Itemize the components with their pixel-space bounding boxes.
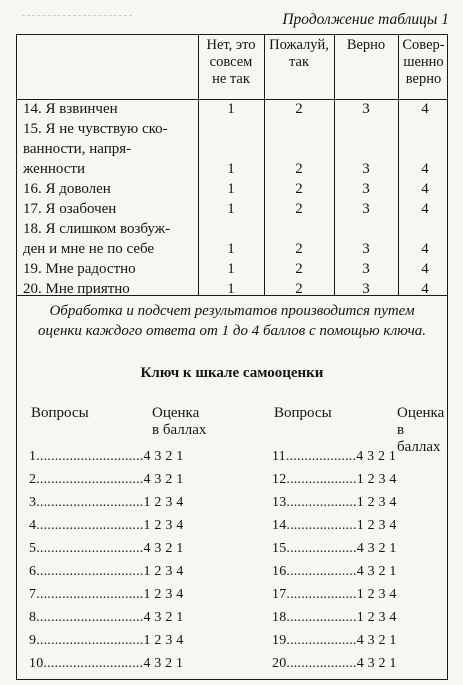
key-score: 1 2 3 4 [143, 633, 184, 648]
dot-leader: ............................ [39, 633, 144, 648]
answer-value: 3 [362, 261, 370, 277]
statement-label-continued: ванности, напря- [23, 141, 132, 157]
key-question-number: 12. [272, 472, 291, 487]
key-row [29, 633, 183, 649]
dot-leader: .................. [290, 472, 357, 487]
dot-leader: ............................ [39, 518, 144, 533]
key-question-number: 7. [29, 587, 40, 602]
key-question-number: 13. [272, 495, 291, 510]
answer-value: 1 [227, 241, 235, 257]
answer-value: 4 [421, 281, 429, 297]
key-score: 4 3 2 1 [356, 564, 397, 579]
key-score-header: Оценка в баллах [397, 405, 445, 455]
dot-leader: ............................ [39, 495, 144, 510]
key-row [272, 449, 396, 465]
key-questions-header: Вопросы [274, 405, 332, 421]
key-question-number: 17. [272, 587, 291, 602]
answer-value: 2 [295, 161, 303, 177]
key-question-number: 1. [29, 449, 40, 464]
key-row [29, 541, 183, 557]
key-score: 1 2 3 4 [356, 472, 397, 487]
key-score: 4 3 2 1 [356, 633, 397, 648]
statement-label: 18. Я слишком возбуж- [23, 221, 171, 237]
column-header-2: Пожалуй, так [269, 37, 329, 70]
dot-leader: .................. [290, 564, 357, 579]
key-title: Ключ к шкале самооценки [140, 365, 324, 381]
key-question-number: 18. [272, 610, 291, 625]
answer-value: 2 [295, 181, 303, 197]
key-question-number: 16. [272, 564, 291, 579]
answer-value: 1 [227, 161, 235, 177]
answer-value: 2 [295, 241, 303, 257]
answer-value: 3 [362, 101, 370, 117]
dot-leader: .......................... [47, 656, 144, 671]
key-score: 4 3 2 1 [143, 541, 184, 556]
key-score: 4 3 2 1 [356, 656, 397, 671]
column-header-3: Верно [346, 37, 386, 53]
key-row [272, 610, 397, 626]
answer-value: 4 [421, 181, 429, 197]
key-score-header: Оценка в баллах [152, 405, 207, 438]
scan-artifact [22, 15, 132, 22]
answer-value: 1 [227, 201, 235, 217]
key-row [29, 587, 183, 603]
key-row [272, 656, 397, 672]
key-questions-header: Вопросы [31, 405, 89, 421]
dot-leader: .................. [289, 449, 357, 464]
key-question-number: 8. [29, 610, 40, 625]
dot-leader: .................. [290, 541, 357, 556]
table-caption: Продолжение таблицы 1 [282, 11, 449, 28]
statement-label-continued: ден и мне не по себе [23, 241, 155, 257]
key-row [272, 564, 397, 580]
key-row [272, 587, 397, 603]
key-question-number: 6. [29, 564, 40, 579]
key-question-number: 9. [29, 633, 40, 648]
key-question-number: 11. [272, 449, 290, 464]
dot-leader: .................. [290, 495, 357, 510]
key-row [29, 518, 183, 534]
key-row [272, 541, 397, 557]
answer-value: 3 [362, 181, 370, 197]
key-score: 1 2 3 4 [356, 518, 397, 533]
key-score: 1 2 3 4 [356, 610, 397, 625]
key-score: 4 3 2 1 [143, 656, 184, 671]
key-score: 1 2 3 4 [356, 587, 397, 602]
key-score: 1 2 3 4 [143, 587, 184, 602]
key-score: 4 3 2 1 [356, 449, 397, 464]
answer-value: 3 [362, 201, 370, 217]
answer-value: 2 [295, 201, 303, 217]
key-row [29, 656, 183, 672]
dot-leader: ............................ [39, 472, 144, 487]
key-row [272, 518, 397, 534]
answer-value: 4 [421, 241, 429, 257]
key-row [272, 472, 397, 488]
answer-value: 4 [421, 161, 429, 177]
answer-value: 2 [295, 281, 303, 297]
key-question-number: 3. [29, 495, 40, 510]
key-question-number: 20. [272, 656, 291, 671]
dot-leader: .................. [290, 587, 357, 602]
key-question-number: 2. [29, 472, 40, 487]
answer-value: 4 [421, 261, 429, 277]
key-row [29, 449, 183, 465]
key-score: 4 3 2 1 [143, 472, 184, 487]
column-divider [334, 35, 335, 295]
key-score: 1 2 3 4 [356, 495, 397, 510]
key-score: 4 3 2 1 [143, 610, 184, 625]
dot-leader: ............................ [39, 449, 144, 464]
key-score: 1 2 3 4 [143, 518, 184, 533]
statement-label: 19. Мне радостно [23, 261, 136, 277]
answer-value: 3 [362, 161, 370, 177]
key-question-number: 19. [272, 633, 291, 648]
answer-value: 4 [421, 201, 429, 217]
statement-label: 20. Мне приятно [23, 281, 130, 297]
dot-leader: .................. [290, 633, 357, 648]
column-header-4: Совер- шенно верно [402, 37, 445, 87]
key-question-number: 4. [29, 518, 40, 533]
key-row [272, 633, 397, 649]
key-row [29, 564, 183, 580]
key-question-number: 14. [272, 518, 291, 533]
key-row [29, 610, 183, 626]
answer-value: 1 [227, 281, 235, 297]
questionnaire-table [16, 34, 448, 680]
answer-value: 3 [362, 281, 370, 297]
key-question-number: 5. [29, 541, 40, 556]
dot-leader: .................. [290, 656, 357, 671]
answer-value: 3 [362, 241, 370, 257]
answer-value: 1 [227, 261, 235, 277]
key-score: 4 3 2 1 [143, 449, 184, 464]
statement-label: 16. Я доволен [23, 181, 111, 197]
dot-leader: .................. [290, 518, 357, 533]
key-row [29, 495, 183, 511]
key-row [29, 472, 183, 488]
key-question-number: 15. [272, 541, 291, 556]
answer-value: 4 [421, 101, 429, 117]
scoring-note: Обработка и подсчет результатов производится путем оценки каждого ответа от 1 до 4 баллов с помощью ключа. [37, 303, 427, 339]
statement-label: 15. Я не чувствую ско- [23, 121, 168, 137]
key-question-number: 10. [29, 656, 48, 671]
answer-value: 2 [295, 261, 303, 277]
statement-label: 14. Я взвинчен [23, 101, 118, 117]
answer-value: 1 [227, 181, 235, 197]
dot-leader: .................. [290, 610, 357, 625]
key-row [272, 495, 397, 511]
statement-label: 17. Я озабочен [23, 201, 117, 217]
dot-leader: ............................ [39, 587, 144, 602]
answer-value: 1 [227, 101, 235, 117]
dot-leader: ............................ [39, 541, 144, 556]
column-header-1: Нет, это совсем не так [206, 37, 256, 87]
column-divider [264, 35, 265, 295]
dot-leader: ............................ [39, 564, 144, 579]
key-score: 1 2 3 4 [143, 495, 184, 510]
answer-value: 2 [295, 101, 303, 117]
key-score: 1 2 3 4 [143, 564, 184, 579]
statement-label-continued: женности [23, 161, 85, 177]
key-score: 4 3 2 1 [356, 541, 397, 556]
dot-leader: ............................ [39, 610, 144, 625]
